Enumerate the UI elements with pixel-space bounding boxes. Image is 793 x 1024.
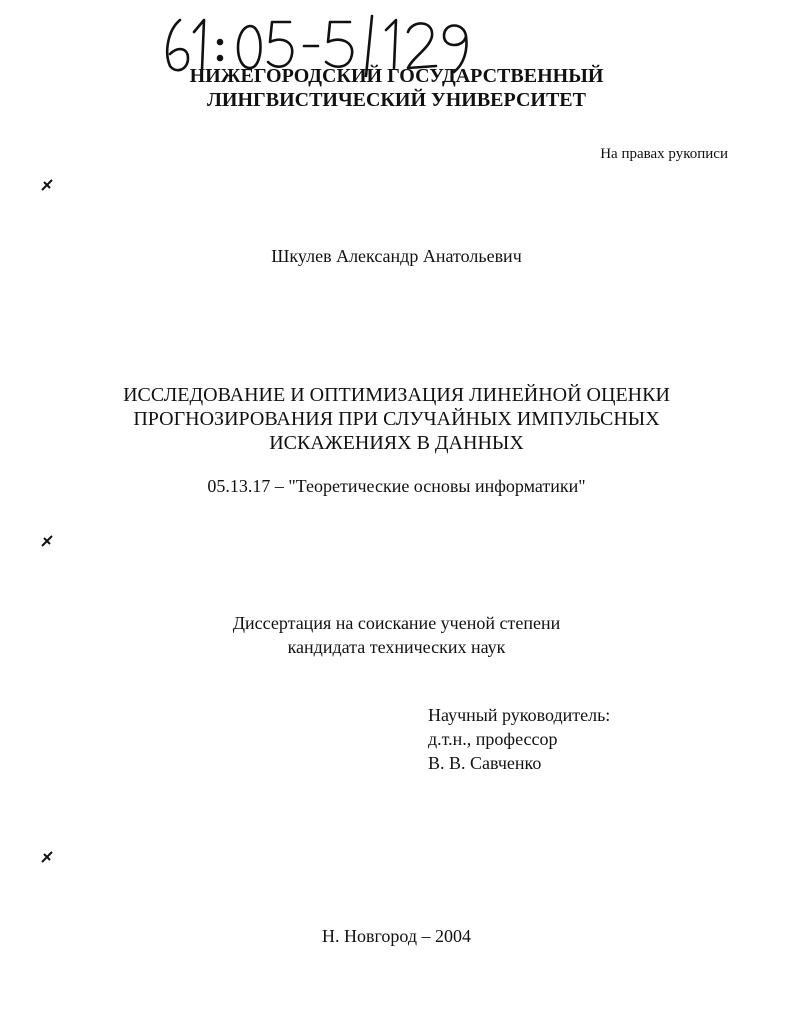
advisor-label: Научный руководитель: bbox=[428, 705, 611, 725]
advisor-name: В. В. Савченко bbox=[428, 753, 542, 773]
city-and-year: Н. Новгород – 2004 bbox=[321, 926, 472, 946]
specialty-code: 05.13.17 – "Теоретические основы информатики" bbox=[207, 476, 586, 496]
university-name bbox=[0, 64, 793, 112]
degree-statement bbox=[0, 611, 793, 659]
title-line-1: ИССЛЕДОВАНИЕ И ОПТИМИЗАЦИЯ ЛИНЕЙНОЙ ОЦЕНКИ bbox=[123, 384, 670, 406]
manuscript-rights-note: На правах рукописи bbox=[600, 146, 728, 162]
title-line-3: ИСКАЖЕНИЯХ В ДАННЫХ bbox=[269, 432, 524, 454]
university-line-1: НИЖЕГОРОДСКИЙ ГОСУДАРСТВЕННЫЙ bbox=[189, 65, 604, 87]
author-name: Шкулев Александр Анатольевич bbox=[271, 246, 522, 266]
dissertation-title bbox=[0, 383, 793, 455]
degree-line-2: кандидата технических наук bbox=[287, 637, 506, 657]
scientific-advisor bbox=[428, 703, 610, 775]
scan-mark-icon bbox=[40, 178, 54, 192]
advisor-rank: д.т.н., профессор bbox=[428, 729, 558, 749]
title-line-2: ПРОГНОЗИРОВАНИЯ ПРИ СЛУЧАЙНЫХ ИМПУЛЬСНЫХ bbox=[133, 408, 660, 430]
scan-mark-icon bbox=[40, 850, 54, 864]
scan-mark-icon bbox=[40, 534, 54, 548]
degree-line-1: Диссертация на соискание ученой степени bbox=[232, 613, 561, 633]
university-line-2: ЛИНГВИСТИЧЕСКИЙ УНИВЕРСИТЕТ bbox=[206, 89, 586, 111]
